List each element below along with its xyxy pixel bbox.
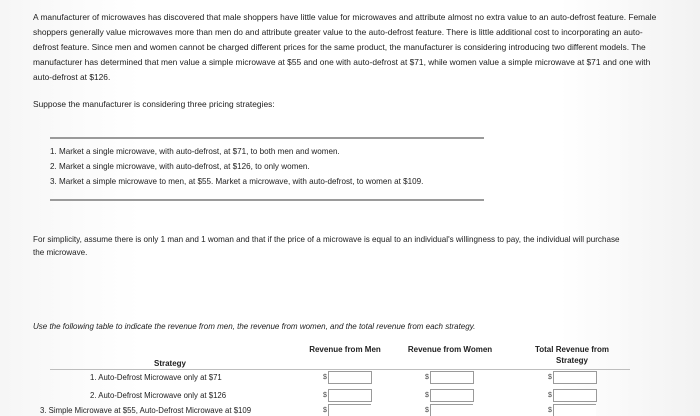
divider-bottom: [50, 199, 484, 201]
assumption-text: For simplicity, assume there is only 1 man and 1 woman and that if the price of a microwave is equal to an individual's willingness to pay, the individual will purchase the microwave.: [33, 235, 620, 257]
strategies-list: [50, 144, 550, 189]
field-total-3: [548, 404, 596, 416]
field-women-1: [425, 371, 473, 385]
strategy-item: 2. Market a single microwave, with auto-defrost, at $126, to only women.: [50, 162, 310, 171]
currency-symbol: $: [548, 392, 552, 399]
strategy-item: 3. Market a simple microwave to men, at $55. Market a microwave, with auto-defrost, to women at $109.: [50, 177, 424, 186]
total-revenue-input-2[interactable]: [553, 389, 597, 402]
revenue-men-input-3[interactable]: [328, 404, 371, 416]
divider-top: [50, 137, 484, 139]
table-header-divider: [50, 369, 630, 370]
currency-symbol: $: [425, 407, 429, 414]
strategies-prompt: Suppose the manufacturer is considering three pricing strategies:: [33, 99, 275, 109]
table-instruction: Use the following table to indicate the revenue from men, the revenue from women, and the total revenue from each strategy.: [33, 322, 476, 331]
revenue-men-input-1[interactable]: [328, 371, 372, 384]
currency-symbol: $: [323, 392, 327, 399]
field-men-3: [323, 404, 371, 416]
header-revenue-women: Revenue from Women: [407, 345, 493, 354]
field-total-1: [548, 371, 596, 385]
currency-symbol: $: [548, 374, 552, 381]
header-strategy: Strategy: [153, 359, 186, 368]
currency-symbol: $: [323, 374, 327, 381]
header-revenue-men: Revenue from Men: [309, 345, 381, 354]
currency-symbol: $: [548, 407, 552, 414]
intro-paragraph: A manufacturer of microwaves has discovered that male shoppers have little value for microwaves and attribute almost no extra value to an auto-defrost feature. Female shoppers generally value microwaves more than men do and attribute greater value to the auto-defrost feature. There is little additional cost to incorporating an auto-defrost feature. Since men and women cannot be charged different prices for the same product, the manufacturer is considering introducing two different models. The manufacturer has determined that men value a simple microwave at $55 and one with auto-defrost at $71, while women value a simple microwave at $71 and one with auto-defrost at $126.: [33, 12, 657, 82]
header-total-revenue: Total Revenue from Strategy: [534, 345, 610, 365]
row-label-strategy-2: 2. Auto-Defrost Microwave only at $126: [90, 391, 227, 400]
total-revenue-input-3[interactable]: [553, 404, 596, 416]
currency-symbol: $: [425, 374, 429, 381]
row-label-strategy-1: 1. Auto-Defrost Microwave only at $71: [90, 373, 222, 382]
field-men-1: [323, 371, 371, 385]
field-women-3: [425, 404, 473, 416]
field-women-2: [425, 389, 473, 403]
revenue-men-input-2[interactable]: [328, 389, 372, 402]
currency-symbol: $: [323, 407, 327, 414]
revenue-women-input-1[interactable]: [430, 371, 474, 384]
total-revenue-input-1[interactable]: [553, 371, 597, 384]
strategy-item: 1. Market a single microwave, with auto-defrost, at $71, to both men and women.: [50, 147, 340, 156]
revenue-women-input-2[interactable]: [430, 389, 474, 402]
field-men-2: [323, 389, 371, 403]
currency-symbol: $: [425, 392, 429, 399]
revenue-women-input-3[interactable]: [430, 404, 473, 416]
row-label-strategy-3: 3. Simple Microwave at $55, Auto-Defrost Microwave at $109: [40, 406, 252, 415]
field-total-2: [548, 389, 596, 403]
